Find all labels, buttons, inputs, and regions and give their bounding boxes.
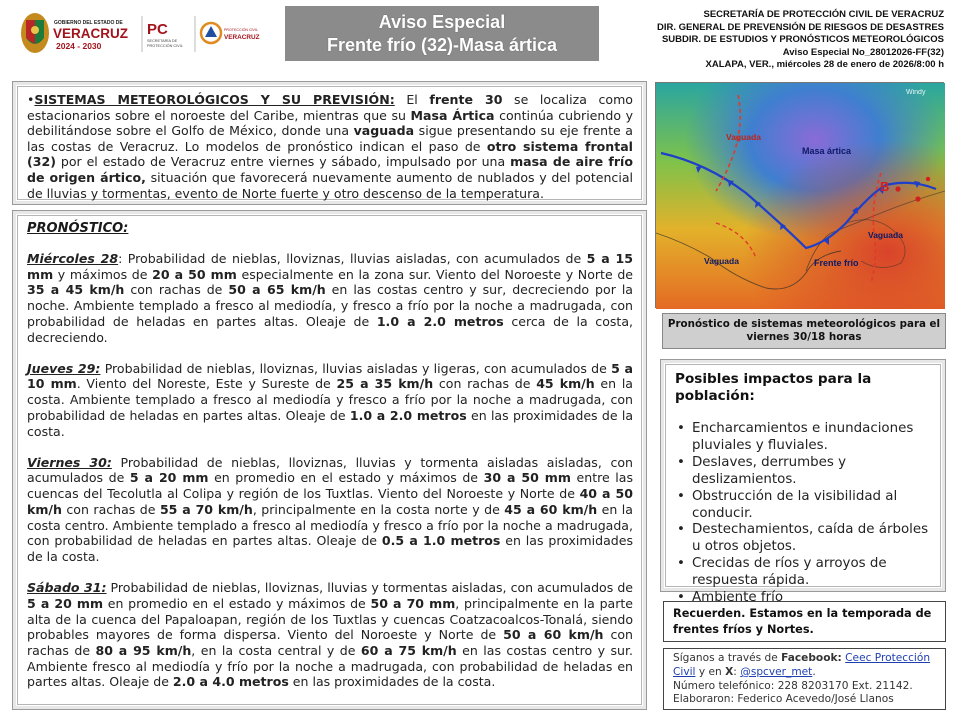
systems-p1: El bbox=[394, 92, 430, 107]
thu-name: Jueves 29: bbox=[27, 360, 101, 376]
logos-svg bbox=[18, 8, 260, 58]
logo-gob-line3: 2024 - 2030 bbox=[56, 41, 102, 51]
wed-b1: 5 a 15 mm bbox=[27, 251, 633, 282]
authors-line: Elaboraron: Federico Acevedo/José Llanos bbox=[673, 693, 894, 706]
social-colon: : bbox=[733, 665, 741, 678]
sat-t5: , en la costa central y de bbox=[191, 642, 361, 658]
fri-b4: 55 a 70 km/h bbox=[159, 501, 253, 517]
logo-pc-sub2: PROTECCIÓN CIVIL bbox=[147, 44, 183, 48]
weather-map-svg bbox=[656, 83, 945, 309]
thu-t5: en las proximidades de la costa. bbox=[27, 407, 634, 439]
impact-item: • Deslaves, derrumbes y deslizamientos. bbox=[675, 455, 931, 489]
impacts-panel bbox=[660, 359, 946, 606]
forecast-wednesday bbox=[27, 251, 633, 345]
impact-item: • Crecidas de ríos y arroyos de respuesta rápida. bbox=[675, 556, 931, 590]
fri-name: Viernes 30: bbox=[27, 454, 112, 470]
fri-t6: en la costa centro. Ambiente templado a fresco al mediodía y fresco a frío por la noche a madrugada, con probabilidad de heladas en partes altas. Oleaje de bbox=[27, 501, 633, 549]
forecast-inner bbox=[17, 215, 642, 705]
impacts-heading: Posibles impactos para la población: bbox=[675, 371, 872, 404]
veracruz-shield-icon bbox=[21, 13, 49, 53]
wed-t6: cerca de la costa, decreciendo. bbox=[27, 313, 634, 345]
wed-b3: 35 a 45 km/h bbox=[27, 282, 125, 298]
thu-t1: Probabilidad de nieblas, lloviznas, lluvias aisladas y ligeras, con acumulados de bbox=[100, 360, 612, 376]
forecast-friday bbox=[27, 455, 633, 565]
thu-b2: 25 a 35 km/h bbox=[336, 376, 434, 392]
impact-item: • Ambiente frío bbox=[675, 590, 931, 607]
systems-p3: continúa cubriendo y debilitándose sobre el Golfo de México, donde una bbox=[27, 107, 634, 139]
wed-t2: y máximos de bbox=[53, 266, 153, 282]
systems-p6: situación que favorecerá nuevamente aumento de nublados y del potencial de lluvias y tormentas, evento de Norte fuerte y otro descenso de la temperatura. bbox=[27, 169, 633, 201]
forecast-saturday bbox=[27, 580, 633, 690]
thu-t2: . Viento del Noreste, Este y Sureste de bbox=[76, 376, 337, 392]
map-label-high: B bbox=[880, 179, 890, 194]
sat-name: Sábado 31: bbox=[27, 580, 107, 596]
sat-b3: 50 a 60 km/h bbox=[503, 627, 604, 643]
sat-t7: en las proximidades de la costa. bbox=[288, 674, 496, 690]
sat-t6: en las costas centro y sur. Ambiente fresco al mediodía y frío por la noche a madrugada, con probabilidad de heladas en partes altas. Oleaje de bbox=[27, 642, 633, 690]
header-logos bbox=[18, 8, 260, 58]
impact-item: • Obstrucción de la visibilidad al conducir. bbox=[675, 489, 931, 523]
wed-name: Miércoles 28 bbox=[27, 251, 119, 266]
map-label-vaguada-nw: Vaguada bbox=[726, 132, 761, 142]
map-caption: Pronóstico de sistemas meteorológicos para el viernes 30/18 horas bbox=[662, 313, 946, 349]
wed-t5: en las costas centro y sur, decreciendo por la noche. Ambiente templado a fresco al mediodía, y fresco a frío por la noche a madrugada, con probabilidad de heladas en partes altas. Oleaje de bbox=[27, 282, 633, 329]
fri-t5: , principalmente en la costa norte y de bbox=[252, 501, 505, 517]
impact-item: • Destechamientos, caída de árboles u otros objetos. bbox=[675, 522, 931, 556]
title-line2: Frente frío (32)-Masa ártica bbox=[326, 35, 558, 55]
systems-panel bbox=[12, 81, 647, 205]
wed-b4: 50 a 65 km/h bbox=[228, 282, 326, 298]
map-watermark: Windy bbox=[906, 89, 926, 96]
systems-b4: otro sistema frontal (32) bbox=[27, 138, 633, 170]
fri-b2: 30 a 50 mm bbox=[483, 470, 571, 486]
thu-b4: 1.0 a 2.0 metros bbox=[349, 407, 467, 423]
fri-b3: 40 a 50 km/h bbox=[27, 486, 634, 517]
social-period: . bbox=[812, 665, 816, 678]
social-intro: Síganos a través de bbox=[673, 652, 782, 664]
sat-b4: 80 a 95 km/h bbox=[95, 642, 192, 658]
forecast-panel bbox=[12, 210, 647, 710]
impacts-inner bbox=[665, 364, 941, 606]
title-line1: Aviso Especial bbox=[378, 12, 506, 32]
agency-line4: Aviso Especial No_28012026-FF(32) bbox=[782, 46, 944, 58]
systems-heading: SISTEMAS METEOROLÓGICOS Y SU PREVISIÓN: bbox=[34, 92, 395, 107]
x-label: X bbox=[725, 665, 734, 678]
forecast-heading: PRONÓSTICO: bbox=[27, 221, 129, 236]
wed-t4: con rachas de bbox=[124, 282, 229, 298]
thu-t3: con rachas de bbox=[433, 376, 537, 392]
fri-t1: Probabilidad de nieblas, lloviznas, lluvias y tormenta aisladas aisladas, con acumulados de bbox=[27, 454, 633, 486]
wed-t1: : Probabilidad de nieblas, lloviznas, lluvias aisladas, con acumulados de bbox=[118, 251, 587, 266]
systems-text: •SISTEMAS METEOROLÓGICOS Y SU PREVISIÓN: El frente 30 se localiza como estacionarios sobre el noroeste del Caribe, mientras que su Masa Ártica continúa cubriendo y debilitándose sobre el Golfo de México, donde una vaguada sigue presentando su eje frente a las costas de Veracruz. Lo modelos de pronóstico indican el paso de otro sistema frontal (32) por el estado de Veracruz entre viernes y sábado, impulsado por una masa de aire frío de origen ártico, situación que favorecerá nuevamente aumento de nublados y del potencial de lluvias y tormentas, evento de Norte fuerte y otro descenso de la temperatura. bbox=[27, 92, 634, 201]
fri-t3: entre las cuencas del Tecolutla al Colipa y región de los Tuxtlas. Viento del Noroeste y Norte de bbox=[27, 470, 633, 502]
phone-line: Número telefónico: 228 8203170 Ext. 21142. bbox=[673, 679, 913, 692]
fri-b1: 5 a 20 mm bbox=[129, 470, 209, 486]
systems-b3: vaguada bbox=[353, 123, 415, 139]
bulletin-title bbox=[285, 6, 599, 61]
systems-p2: se localiza como estacionarios sobre el noroeste del Caribe, mientras que su bbox=[27, 92, 633, 123]
agency-line5: XALAPA, VER., miércoles 28 de enero de 2026/8:00 h bbox=[705, 59, 944, 71]
map-label-frente-frio: Frente frío bbox=[814, 258, 859, 268]
map-label-masa-artica: Masa ártica bbox=[802, 146, 852, 156]
agency-block bbox=[604, 9, 944, 72]
wed-b2: 20 a 50 mm bbox=[152, 266, 237, 282]
sat-b1: 5 a 20 mm bbox=[27, 595, 104, 611]
x-link[interactable]: @spcver_met bbox=[740, 665, 813, 678]
logo-gob-line1: GOBIERNO DEL ESTADO DE bbox=[54, 20, 123, 26]
systems-inner bbox=[17, 86, 642, 200]
sat-b5: 60 a 75 km/h bbox=[360, 642, 457, 658]
systems-p5: por el estado de Veracruz entre viernes y sábado, impulsado por una bbox=[55, 154, 511, 170]
civil-protection-icon bbox=[201, 23, 221, 43]
forecast-thursday bbox=[27, 361, 633, 440]
sat-t3: , principalmente en la parte alta de la cuenca del Papaloapan, región de los Tuxtlas y cuencas Coatzacoalcos-Tonalá, siendo probables mayores de forma dispersa. Viento del Noroeste y Norte de bbox=[27, 595, 634, 643]
map-label-vaguada-e: Vaguada bbox=[868, 230, 903, 240]
social-line bbox=[673, 652, 936, 680]
logo-pcv-line1: PROTECCIÓN CIVIL bbox=[224, 28, 258, 32]
sat-b6: 2.0 a 4.0 metros bbox=[172, 674, 289, 690]
thu-t4: en la costa. Ambiente templado a fresco al mediodía y fresco a frío por la noche a madrugada, con probabilidad de heladas en partes altas. Oleaje de bbox=[27, 376, 633, 423]
season-reminder: Recuerden. Estamos en la temporada de frentes fríos y Nortes. bbox=[663, 601, 946, 642]
thu-b3: 45 km/h bbox=[536, 376, 595, 392]
social-and: y en bbox=[695, 665, 726, 678]
fri-b5: 45 a 60 km/h bbox=[504, 501, 598, 517]
impact-item: • Encharcamientos e inundaciones pluviales y fluviales. bbox=[675, 421, 931, 455]
systems-p4: sigue presentando su eje frente a las costas de Veracruz. Lo modelos de pronóstico indican el paso de bbox=[27, 123, 633, 154]
impacts-list bbox=[675, 421, 931, 607]
fri-t2: en promedio en el estado y máximos de bbox=[208, 470, 484, 486]
weather-map bbox=[655, 82, 944, 308]
facebook-label: Facebook: bbox=[781, 652, 842, 664]
contact-box bbox=[663, 648, 946, 710]
wed-t3: especialmente en la zona sur. Viento del Noroeste y Norte de bbox=[236, 266, 634, 282]
fri-t7: en las proximidades de la costa. bbox=[27, 533, 633, 564]
fri-b6: 0.5 a 1.0 metros bbox=[381, 533, 501, 549]
fri-t4: con rachas de bbox=[61, 501, 160, 517]
agency-line2: DIR. GENERAL DE PREVENSIÓN DE RIESGOS DE DESASTRES bbox=[657, 21, 944, 33]
map-label-vaguada-sw: Vaguada bbox=[704, 256, 739, 266]
logo-gob-line2: VERACRUZ bbox=[53, 26, 129, 41]
sat-t1: Probabilidad de nieblas, lloviznas, lluvias y tormentas aisladas, con acumulados de bbox=[106, 580, 633, 596]
logo-pc: PC bbox=[147, 21, 168, 38]
agency-line1: SECRETARÍA DE PROTECCIÓN CIVIL DE VERACRUZ bbox=[703, 9, 944, 20]
agency-line3: SUBDIR. DE ESTUDIOS Y PRONÓSTICOS METEOROLÓGICOS bbox=[661, 34, 944, 46]
systems-b1: frente 30 bbox=[429, 92, 503, 107]
logo-pc-sub1: SECRETARÍA DE bbox=[147, 39, 178, 43]
systems-b5: masa de aire frío de origen ártico, bbox=[27, 154, 633, 185]
wed-b5: 1.0 a 2.0 metros bbox=[376, 313, 504, 329]
thu-b1: 5 a 10 mm bbox=[27, 360, 633, 392]
sat-b2: 50 a 70 mm bbox=[370, 595, 456, 611]
sat-t2: en promedio en el estado y máximos de bbox=[103, 595, 371, 611]
systems-b2: Masa Ártica bbox=[410, 107, 495, 123]
facebook-link[interactable]: Ceec Protección Civil bbox=[673, 652, 931, 678]
sat-t4: con rachas de bbox=[27, 627, 633, 658]
logo-pcv-line2: VERACRUZ bbox=[224, 34, 260, 41]
